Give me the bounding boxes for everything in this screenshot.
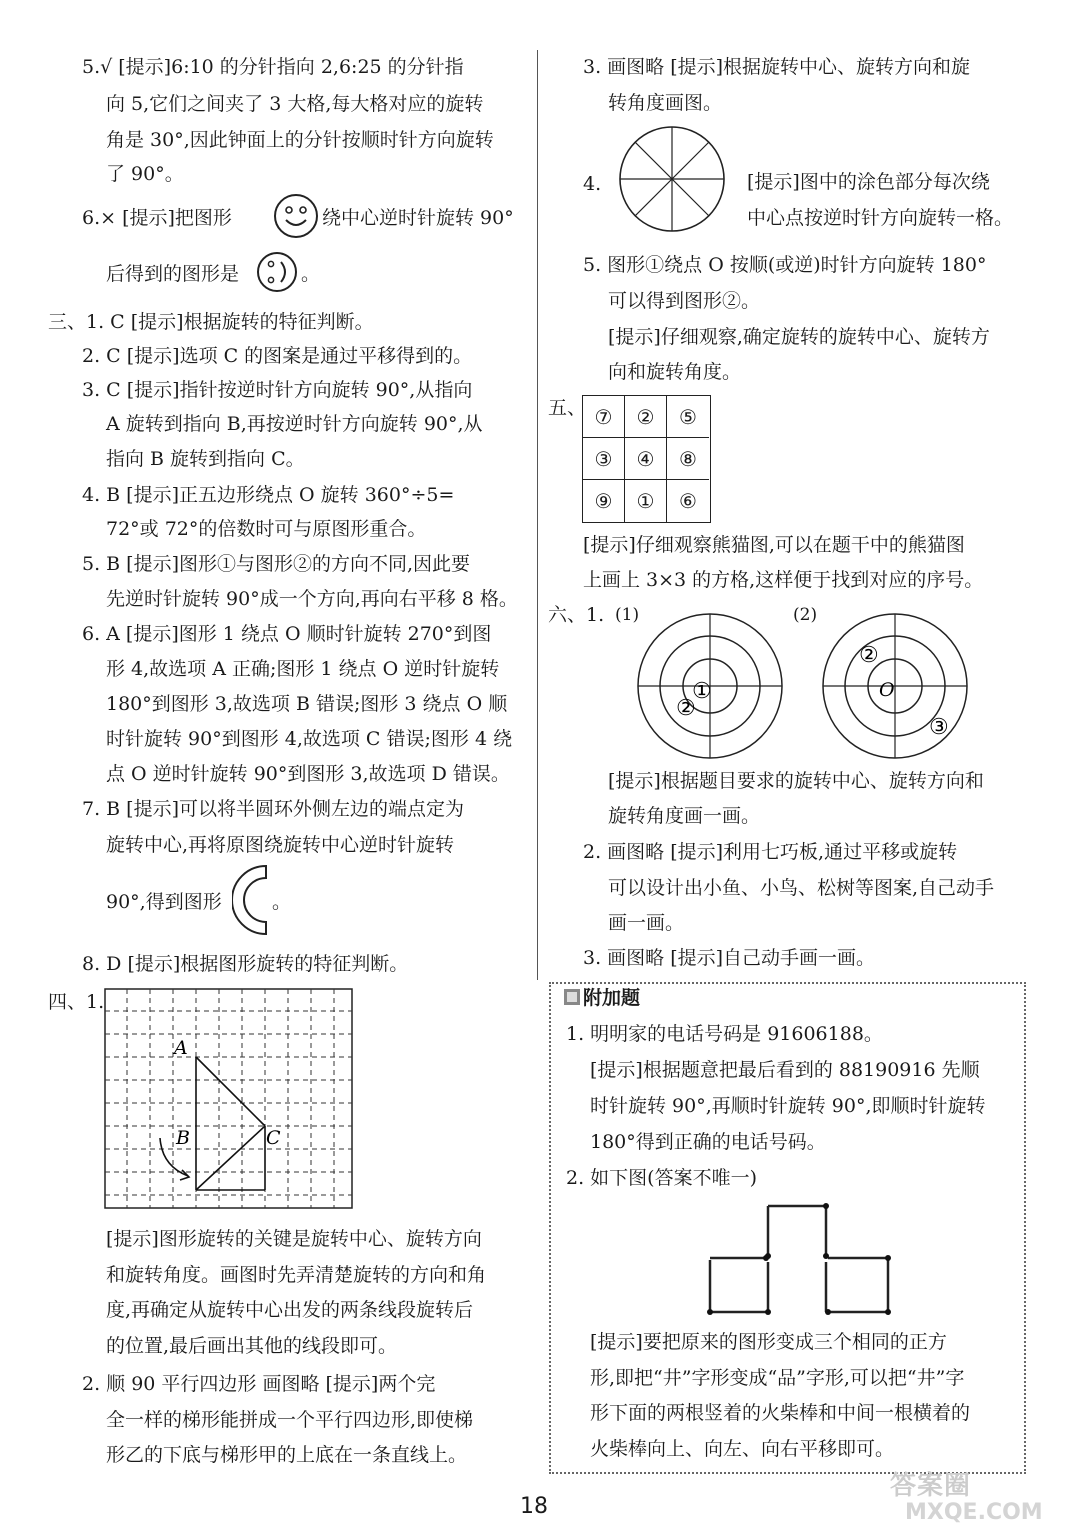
section-6-hint: [提示]根据题目要求的旋转中心、旋转方向和 xyxy=(608,770,984,792)
right-answer-5: 5. 图形①绕点 O 按顺(或逆)时针方向旋转 180° xyxy=(583,254,987,276)
section-6-q3: 3. 画图略 [提示]自己动手画一画。 xyxy=(583,947,876,969)
section-3-q6: 6. A [提示]图形 1 绕点 O 顺时针旋转 270°到图 xyxy=(82,623,492,645)
section-3-q3-line2: A 旋转到指向 B,再按逆时针方向旋转 90°,从 xyxy=(106,413,483,435)
right-answer-5-line4: 向和旋转角度。 xyxy=(608,361,742,383)
answer-6-cont: 绕中心逆时针旋转 90° xyxy=(322,207,514,229)
period: 。 xyxy=(301,263,321,285)
section-3-q2: 2. C [提示]选项 C 的图案是通过平移得到的。 xyxy=(82,345,473,367)
answer-5-line3: 角是 30°,因此钟面上的分针按顺时针方向旋转 xyxy=(106,129,494,151)
section-3-q4-line2: 72°或 72°的倍数时可与原图形重合。 xyxy=(106,518,427,540)
center-o-label: O xyxy=(879,679,895,701)
answer-6: 6.× [提示]把图形 xyxy=(82,207,232,229)
watermark-url: MXQE.COM xyxy=(905,1500,1043,1525)
extra-q1-hint-line3: 180°得到正确的电话号码。 xyxy=(590,1131,826,1153)
section-6-hint-line2: 旋转角度画一画。 xyxy=(608,805,761,827)
section-3-q3: 3. C [提示]指针按逆时针方向旋转 90°,从指向 xyxy=(82,379,473,401)
circled-3-label: ③ xyxy=(929,715,949,740)
right-answer-3: 3. 画图略 [提示]根据旋转中心、旋转方向和旋 xyxy=(583,56,971,78)
matchstick-figure xyxy=(700,1200,900,1318)
section-3-q7-line2: 旋转中心,再将原图绕旋转中心逆时针旋转 xyxy=(106,834,455,856)
answer-5: 5.√ [提示]6:10 的分针指向 2,6:25 的分针指 xyxy=(82,56,464,78)
section-3-q7-line3: 90°,得到图形 xyxy=(106,891,222,913)
grid-cell: ② xyxy=(625,396,667,438)
grid-cell: ⑥ xyxy=(679,489,697,513)
answer-5-line4: 了 90°。 xyxy=(106,163,184,185)
section-3-q7: 7. B [提示]可以将半圆环外侧左边的端点定为 xyxy=(82,798,464,820)
part-1-label: (1) xyxy=(615,605,640,625)
extra-q2-hint: [提示]要把原来的图形变成三个相同的正方 xyxy=(590,1331,947,1353)
section-4-q1-hint: [提示]图形旋转的关键是旋转中心、旋转方向 xyxy=(106,1228,482,1250)
semi-ring-figure xyxy=(232,862,272,938)
grid-cell: ⑤ xyxy=(667,396,709,438)
right-answer-3-line2: 转角度画图。 xyxy=(608,92,723,114)
extra-q1-hint-line2: 时针旋转 90°,再顺时针旋转 90°,即顺时针旋转 xyxy=(590,1095,986,1117)
part-2-label: (2) xyxy=(793,605,818,625)
period: 。 xyxy=(272,891,292,913)
answer-6-line2: 后得到的图形是 xyxy=(106,263,240,285)
section-6-q2-line2: 可以设计出小鱼、小鸟、松树等图案,自己动手 xyxy=(608,877,995,899)
section-3-q6-line5: 点 O 逆时针旋转 90°到图形 3,故选项 D 错误。 xyxy=(106,763,510,785)
section-3-q3-line3: 指向 B 旋转到指向 C。 xyxy=(106,448,305,470)
column-divider xyxy=(537,50,538,980)
section-3-q1: 三、1. C [提示]根据旋转的特征判断。 xyxy=(48,311,374,333)
grid-cell: ⑦ xyxy=(583,396,625,438)
grid-cell: ④ xyxy=(625,438,667,480)
right-answer-5-line3: [提示]仔细观察,确定旋转的旋转中心、旋转方 xyxy=(608,326,990,348)
section-3-q4: 4. B [提示]正五边形绕点 O 旋转 360°÷5= xyxy=(82,484,455,506)
section-4-q1-hint-line2: 和旋转角度。画图时先弄清楚旋转的方向和角 xyxy=(106,1264,487,1286)
rotation-wheel-figure xyxy=(605,123,739,235)
section-6-heading: 六、1. xyxy=(548,604,605,626)
right-answer-4-number: 4. xyxy=(583,173,602,195)
section-4-q2-line2: 全一样的梯形能拼成一个平行四边形,即使梯 xyxy=(106,1409,474,1431)
section-4-q1-hint-line3: 度,再确定从旋转中心出发的两条线段旋转后 xyxy=(106,1299,474,1321)
section-5-hint: [提示]仔细观察熊猫图,可以在题干中的熊猫图 xyxy=(583,534,965,556)
grid-cell: ③ xyxy=(583,438,625,480)
extra-title: 附加题 xyxy=(583,987,641,1009)
section-5-hint-line2: 上画上 3×3 的方格,这样便于找到对应的序号。 xyxy=(583,569,984,591)
rotated-face-figure xyxy=(255,250,299,294)
section-3-q6-line3: 180°到图形 3,故选项 B 错误;图形 3 绕点 O 顺 xyxy=(106,693,508,715)
book-icon xyxy=(563,988,581,1006)
section-6-q2: 2. 画图略 [提示]利用七巧板,通过平移或旋转 xyxy=(583,841,958,863)
section-5-heading: 五、 xyxy=(548,397,587,419)
grid-cell: ⑧ xyxy=(667,438,709,480)
point-c-label: C xyxy=(266,1127,281,1149)
extra-q2-hint-line3: 形下面的两根竖着的火柴棒和中间一根横着的 xyxy=(590,1402,971,1424)
right-answer-5-line2: 可以得到图形②。 xyxy=(608,290,761,312)
extra-q1-hint: [提示]根据题意把最后看到的 88190916 先顺 xyxy=(590,1059,980,1081)
extra-q2: 2. 如下图(答案不唯一) xyxy=(566,1167,757,1189)
panda-grid xyxy=(582,395,711,523)
watermark-logo: 答案圈 xyxy=(890,1471,972,1501)
page-number: 18 xyxy=(520,1494,548,1519)
section-4-q2-line3: 形乙的下底与梯形甲的上底在一条直线上。 xyxy=(106,1444,468,1466)
circled-1-label: ① xyxy=(692,679,712,704)
section-3-q6-line2: 形 4,故选项 A 正确;图形 1 绕点 O 逆时针旋转 xyxy=(106,658,500,680)
section-3-q6-line4: 时针旋转 90°到图形 4,故选项 C 错误;图形 4 绕 xyxy=(106,728,513,750)
grid-cell: ① xyxy=(625,480,667,522)
section-3-q8: 8. D [提示]根据图形旋转的特征判断。 xyxy=(82,953,409,975)
grid-rotation-figure xyxy=(104,988,354,1210)
smiley-face-figure xyxy=(272,192,320,240)
point-b-label: B xyxy=(176,1127,190,1149)
answer-5-line2: 向 5,它们之间夹了 3 大格,每大格对应的旋转 xyxy=(106,93,484,115)
section-4-q1-hint-line4: 的位置,最后画出其他的线段即可。 xyxy=(106,1335,398,1357)
concentric-circles-2 xyxy=(821,612,969,760)
right-answer-4-hint-line2: 中心点按逆时针方向旋转一格。 xyxy=(747,207,1014,229)
section-3-q5-line2: 先逆时针旋转 90°成一个方向,再向右平移 8 格。 xyxy=(106,588,518,610)
extra-q2-hint-line2: 形,即把“井”字形变成“品”字形,可以把“井”字 xyxy=(590,1367,965,1389)
extra-q2-hint-line4: 火柴棒向上、向左、向右平移即可。 xyxy=(590,1438,895,1460)
right-answer-4-hint: [提示]图中的涂色部分每次绕 xyxy=(747,171,990,193)
section-4-q2: 2. 顺 90 平行四边形 画图略 [提示]两个完 xyxy=(82,1373,436,1395)
point-a-label: A xyxy=(174,1037,188,1059)
section-6-q2-line3: 画一画。 xyxy=(608,912,685,934)
extra-q1: 1. 明明家的电话号码是 91606188。 xyxy=(566,1023,883,1045)
section-4-heading: 四、1. xyxy=(48,991,105,1013)
circled-2-label: ② xyxy=(676,696,696,721)
circled-2-label: ② xyxy=(859,643,879,668)
concentric-circles-1 xyxy=(636,612,784,760)
section-3-q5: 5. B [提示]图形①与图形②的方向不同,因此要 xyxy=(82,553,471,575)
grid-cell: ⑨ xyxy=(583,480,625,522)
